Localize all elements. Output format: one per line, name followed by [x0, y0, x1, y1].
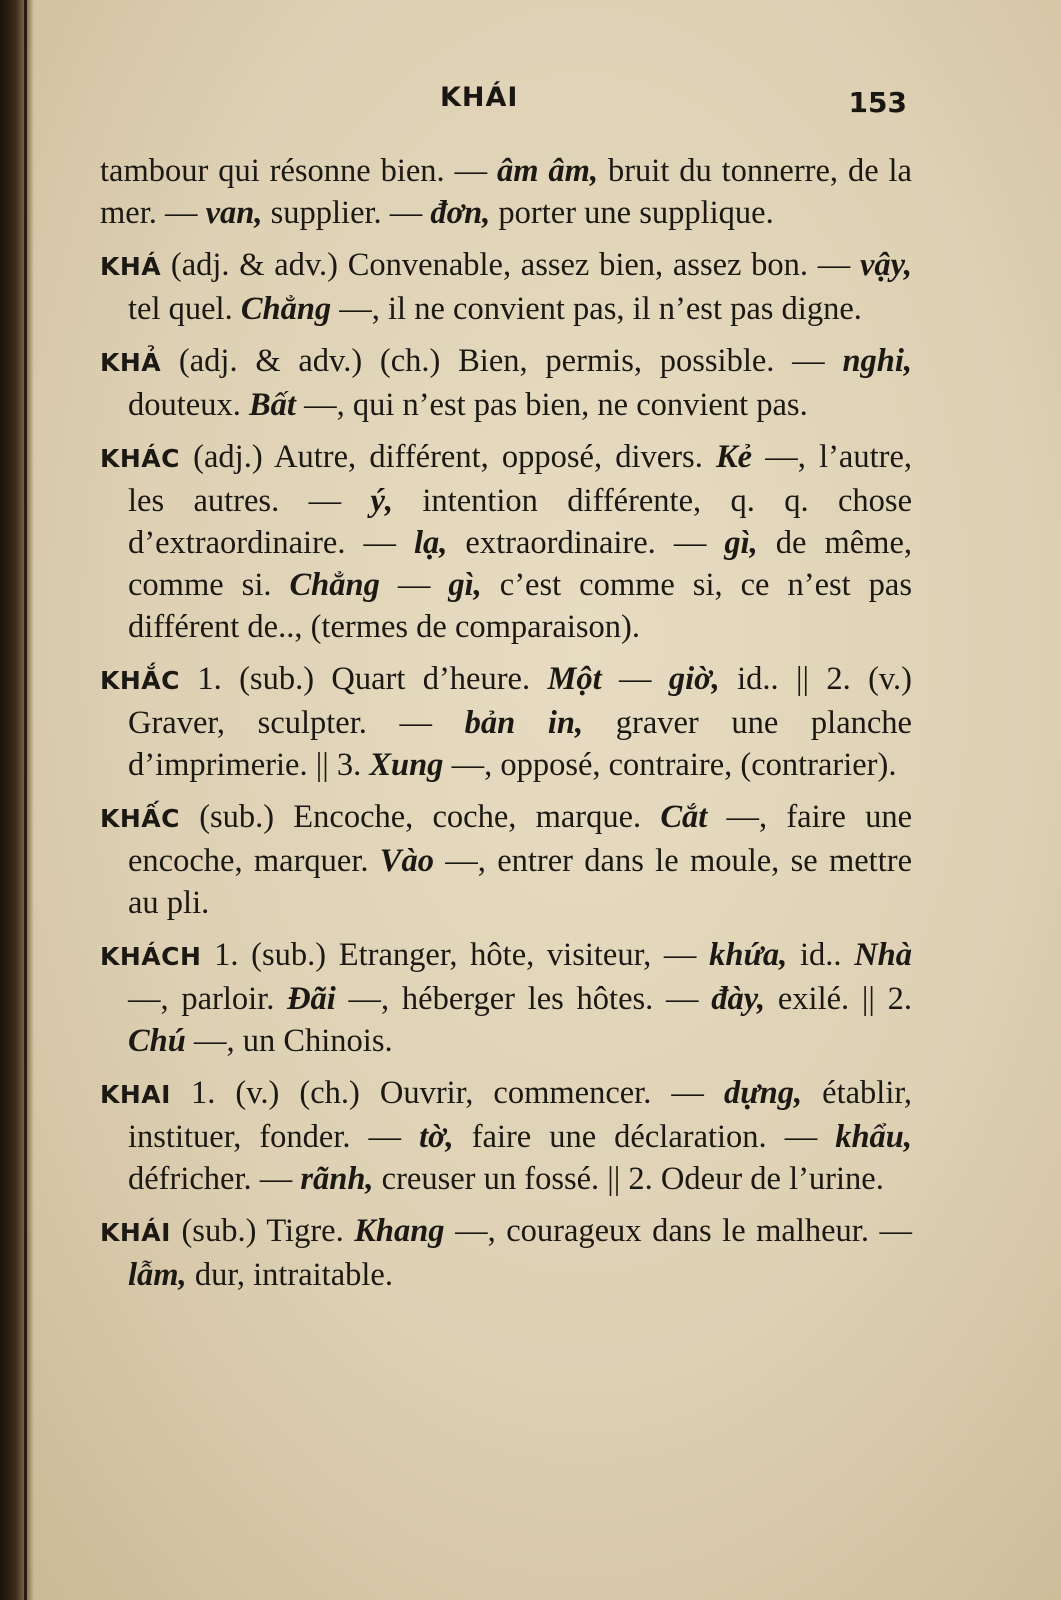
vietnamese-term: rãnh, [300, 1161, 374, 1197]
definition-text: —, faire une encoche, marquer. [128, 799, 912, 879]
definition-text: défricher. — [128, 1161, 301, 1197]
vietnamese-term: Một [547, 661, 602, 697]
vietnamese-term: giờ, [668, 661, 720, 697]
definition-text: supplier. — [262, 195, 431, 231]
entry-headword: KHẮC [100, 666, 180, 695]
page-number: 153 [848, 86, 907, 119]
definition-text: 1. (sub.) Etranger, hôte, visiteur, — [201, 937, 710, 973]
entry-headword: KHÁC [100, 444, 180, 473]
vietnamese-term: Cắt [660, 799, 708, 835]
definition-text: de même, comme si. [128, 525, 912, 603]
vietnamese-term: khẩu, [835, 1119, 912, 1155]
book-spine-shadow [0, 0, 34, 1600]
definition-text: dur, intraitable. [186, 1257, 393, 1293]
vietnamese-term: bản in, [464, 705, 584, 741]
vietnamese-term: đày, [711, 981, 766, 1017]
definition-text: c’est comme si, ce n’est pas différent de.., (termes de comparaison). [128, 567, 913, 645]
running-head: KHÁI [440, 82, 519, 113]
definition-text: —, opposé, contraire, (contrarier). [443, 747, 897, 783]
dictionary-body [100, 150, 912, 1306]
dictionary-entry [100, 658, 912, 786]
definition-text: tel quel. [128, 291, 241, 327]
vietnamese-term: đơn, [430, 195, 491, 231]
dictionary-entry [100, 796, 912, 924]
dictionary-entry [100, 934, 912, 1062]
vietnamese-term: Chú [128, 1023, 186, 1059]
vietnamese-term: Vào [379, 843, 434, 879]
vietnamese-term: Kẻ [716, 439, 753, 475]
definition-text: intention différente, q. q. chose d’extraordinaire. — [128, 483, 913, 561]
vietnamese-term: Chẳng [289, 567, 380, 603]
entry-headword: KHÁ [100, 252, 162, 281]
definition-text: —, courageux dans le malheur. — [444, 1213, 912, 1249]
definition-text: établir, instituer, fonder. — [128, 1075, 912, 1155]
definition-text: — [379, 567, 449, 603]
definition-text: id.. [787, 937, 855, 973]
definition-text: tambour qui résonne bien. — [100, 153, 497, 189]
definition-text: —, il ne convient pas, il n’est pas digne. [331, 291, 862, 327]
dictionary-entry [100, 340, 912, 426]
definition-text: (adj.) Autre, différent, opposé, divers. [180, 439, 716, 475]
definition-text: douteux. [128, 387, 249, 423]
entry-headword: KHAI [100, 1080, 171, 1109]
vietnamese-term: nghi, [842, 343, 912, 379]
vietnamese-term: gì, [448, 567, 482, 603]
binding-edge [24, 0, 27, 1600]
dictionary-entry [100, 150, 912, 234]
definition-text: —, héberger les hôtes. — [335, 981, 712, 1017]
definition-text: (adj. & adv.) (ch.) Bien, permis, possible. — [161, 343, 843, 379]
vietnamese-term: Đãi [287, 981, 336, 1017]
definition-text: exilé. || 2. [765, 981, 912, 1017]
definition-text: —, un Chinois. [185, 1023, 393, 1059]
definition-text: —, l’autre, les autres. — [128, 439, 913, 519]
definition-text: —, qui n’est pas bien, ne convient pas. [295, 387, 808, 423]
entry-headword: KHẤC [100, 804, 180, 833]
definition-text: 1. (sub.) Quart d’heure. [180, 661, 548, 697]
vietnamese-term: khứa, [709, 937, 788, 973]
definition-text: id.. || 2. (v.) Graver, sculpter. — [128, 661, 912, 741]
dictionary-entry [100, 1072, 912, 1200]
vietnamese-term: âm âm, [496, 153, 599, 189]
vietnamese-term: lạ, [414, 525, 448, 561]
definition-text: — [601, 661, 669, 697]
entry-headword: KHÁI [100, 1218, 171, 1247]
vietnamese-term: dựng, [723, 1075, 803, 1111]
definition-text: (sub.) Encoche, coche, marque. [180, 799, 661, 835]
definition-text: —, entrer dans le moule, se mettre au pli. [128, 843, 912, 921]
definition-text: graver une planche d’imprimerie. || 3. [128, 705, 912, 783]
dictionary-entry [100, 1210, 912, 1296]
definition-text: extraordinaire. — [447, 525, 725, 561]
definition-text: faire une déclaration. — [453, 1119, 836, 1155]
vietnamese-term: tờ, [419, 1119, 454, 1155]
vietnamese-term: vậy, [859, 247, 912, 283]
definition-text: (sub.) Tigre. [170, 1213, 355, 1249]
vietnamese-term: Chẳng [240, 291, 332, 327]
definition-text: creuser un fossé. || 2. Odeur de l’urine. [373, 1161, 884, 1197]
vietnamese-term: Nhà [854, 937, 912, 973]
vietnamese-term: Xung [369, 747, 444, 783]
dictionary-entry [100, 244, 912, 330]
definition-text: (adj. & adv.) Convenable, assez bien, assez bon. — [161, 247, 860, 283]
dictionary-entry [100, 436, 912, 648]
definition-text: —, parloir. [128, 981, 288, 1017]
definition-text: 1. (v.) (ch.) Ouvrir, commencer. — [170, 1075, 724, 1111]
definition-text: bruit du tonnerre, de la mer. — [100, 153, 912, 231]
entry-headword: KHÁCH [100, 942, 202, 971]
vietnamese-term: gì, [724, 525, 758, 561]
vietnamese-term: Bất [248, 387, 296, 423]
entry-headword: KHẢ [100, 348, 162, 377]
vietnamese-term: lẫm, [128, 1257, 187, 1293]
vietnamese-term: van, [205, 195, 263, 231]
vietnamese-term: Khang [354, 1213, 445, 1249]
definition-text: porter une supplique. [490, 195, 774, 231]
page-header [95, 78, 907, 122]
vietnamese-term: ý, [370, 483, 394, 519]
